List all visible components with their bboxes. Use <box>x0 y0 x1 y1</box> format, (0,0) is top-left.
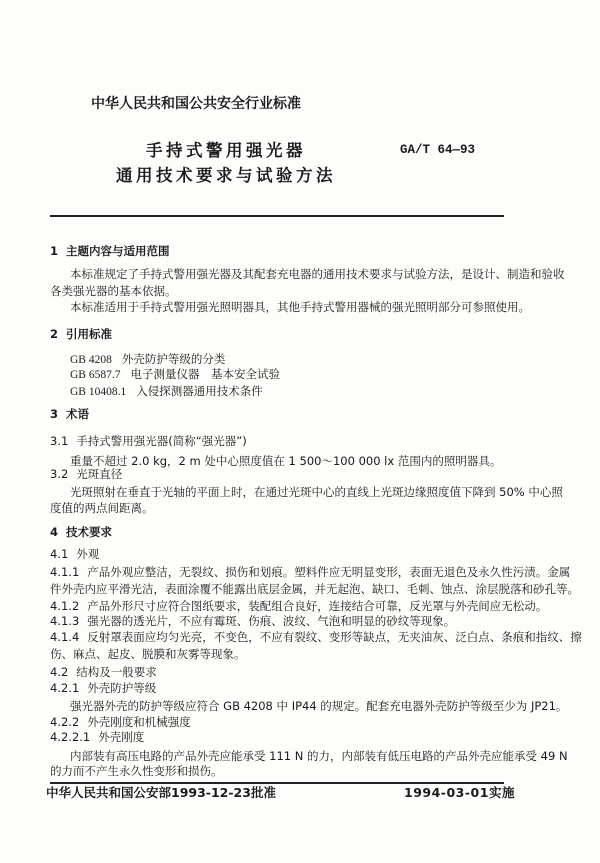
clause-4-1-1-line1: 4.1.1 产品外观应整洁，无裂纹、损伤和划痕。塑料件应无明显变形，表面无退色及永久性污渍。金属 <box>50 565 571 579</box>
clause-4-2-1-text: 强光器外壳的防护等级应符合 GB 4208 中 IP44 的规定。配套充电器外壳防护等级至少为 JP21。 <box>70 699 568 713</box>
clause-4-1-3: 4.1.3 强光器的透光片，不应有霉斑、伤痕、波纹、气泡和明显的砂纹等现象。 <box>50 614 456 628</box>
reference-item: GB 6587.7 电子测量仪器 基本安全试验 <box>70 367 280 381</box>
clause-4-1: 4.1 外观 <box>50 547 100 561</box>
reference-item: GB 4208 外壳防护等级的分类 <box>70 352 226 366</box>
standard-category: 中华人民共和国公共安全行业标准 <box>91 96 301 112</box>
document-title-line2: 通用技术要求与试验方法 <box>116 166 336 185</box>
header-divider <box>50 215 504 217</box>
clause-4-1-4-line2: 伤、麻点、起皮、脱膜和灰雾等现象。 <box>50 647 246 661</box>
clause-4-2-2-1: 4.2.2.1 外壳刚度 <box>50 730 145 744</box>
footer-divider <box>50 782 504 784</box>
clause-4-1-1-line2: 件外壳内应平滑光洁，表面涂覆不能露出底层金属，并无起泡、缺口、毛刺、蚀点、涂层脱落和砂孔等。 <box>50 582 579 596</box>
section1-para1-line2: 各类强光器的基本依据。 <box>50 284 177 298</box>
clause-4-1-4-line1: 4.1.4 反射罩表面应均匀光亮，不变色，不应有裂纹、变形等缺点，无夹油灰、泛白点、条痕和指纹、擦 <box>50 630 582 644</box>
term-3-1-text: 重量不超过 2.0 kg，2 m 处中心照度值在 1 500～100 000 lx 范围内的照明器具。 <box>70 454 502 468</box>
clause-4-2-2-1-line2: 的力而不产生永久性变形和损伤。 <box>50 764 223 778</box>
section2-heading: 2 引用标准 <box>50 327 113 341</box>
term-3-1-heading: 3.1 手持式警用强光器(简称“强光器”) <box>50 434 247 448</box>
standard-code: GA/T 64—93 <box>400 143 476 157</box>
term-3-2-line1: 光斑照射在垂直于光轴的平面上时，在通过光斑中心的直线上光斑边缘照度值下降到 50% 中心照 <box>70 485 563 499</box>
reference-item: GB 10408.1 入侵探测器通用技术条件 <box>70 384 263 398</box>
section3-heading: 3 术语 <box>50 407 90 421</box>
clause-4-2-1: 4.2.1 外壳防护等级 <box>50 681 157 695</box>
clause-4-2: 4.2 结构及一般要求 <box>50 665 157 679</box>
approval-date: 中华人民共和国公安部1993-12-23批准 <box>46 785 276 800</box>
section1-heading: 1 主题内容与适用范围 <box>50 244 170 258</box>
clause-4-1-2: 4.1.2 产品外形尺寸应符合图纸要求，装配组合良好，连接结合可靠，反光罩与外壳间应无松动。 <box>50 599 548 613</box>
section4-heading: 4 技术要求 <box>50 525 113 539</box>
section1-para1-line1: 本标准规定了手持式警用强光器及其配套充电器的通用技术要求与试验方法，是设计、制造和验收 <box>70 267 565 281</box>
clause-4-2-2: 4.2.2 外壳刚度和机械强度 <box>50 715 191 729</box>
effective-date: 1994-03-01实施 <box>404 785 515 800</box>
term-3-2-heading: 3.2 光斑直径 <box>50 467 123 481</box>
clause-4-2-2-1-line1: 内部装有高压电路的产品外壳应能承受 111 N 的力，内部装有低压电路的产品外壳应能承受 49 N <box>70 749 568 763</box>
term-3-2-line2: 度值的两点间距离。 <box>50 501 154 515</box>
document-title-line1: 手持式警用强光器 <box>146 141 306 160</box>
section1-para2: 本标准适用于手持式警用强光照明器具，其他手持式警用器械的强光照明部分可参照使用。 <box>70 300 530 314</box>
